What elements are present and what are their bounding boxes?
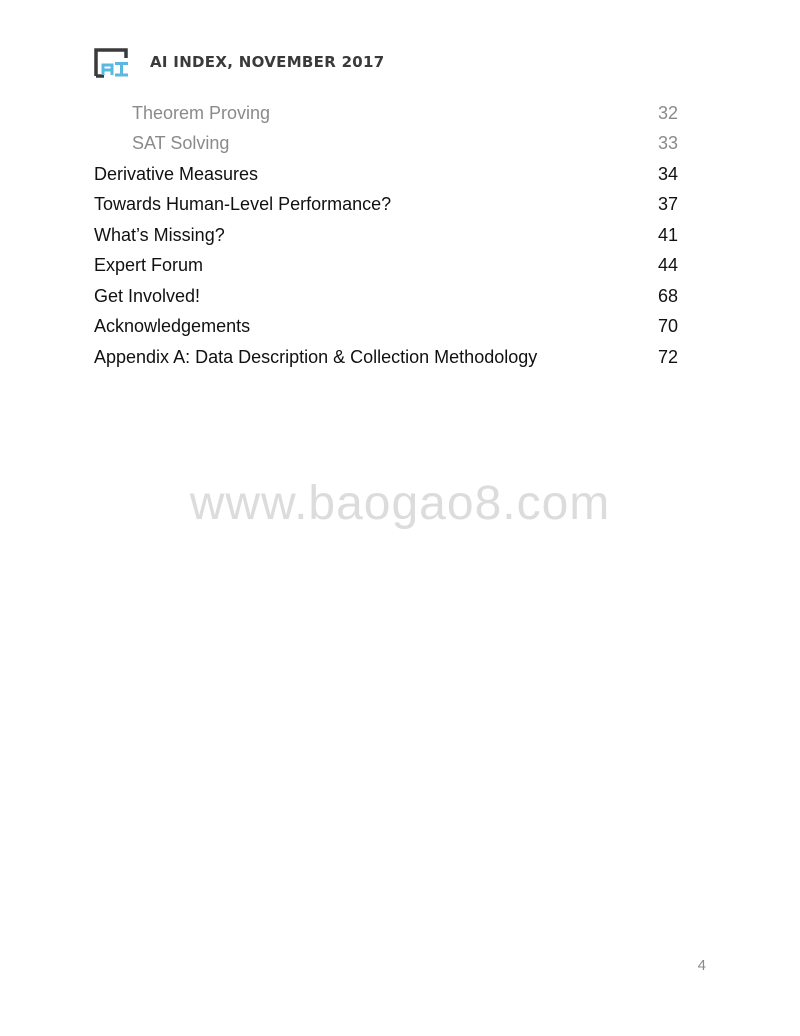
toc-entry-title: What’s Missing?	[94, 224, 225, 245]
toc-entry-page: 37	[657, 194, 678, 215]
toc-entry-title: Acknowledgements	[94, 316, 251, 337]
toc-entry[interactable]	[94, 190, 678, 221]
toc-entry[interactable]	[94, 159, 678, 190]
watermark: www.baogao8.com	[189, 477, 611, 530]
toc-entry-page: 41	[657, 224, 678, 245]
toc-entry-title: Appendix A: Data Description & Collection Methodology	[94, 346, 538, 367]
toc-entry-title: Get Involved!	[94, 285, 201, 306]
page-header	[94, 46, 385, 78]
toc-entry-page: 32	[657, 102, 678, 123]
toc-entry[interactable]	[94, 220, 678, 251]
document-title: AI INDEX, NOVEMBER 2017	[150, 53, 385, 71]
toc-entry-title: Theorem Proving	[132, 102, 271, 123]
ai-index-logo-icon	[94, 46, 130, 78]
toc-entry[interactable]	[94, 342, 678, 373]
toc-entry-page: 44	[657, 255, 678, 276]
table-of-contents	[94, 98, 678, 373]
toc-entry[interactable]	[94, 129, 678, 160]
page-number: 4	[697, 957, 706, 974]
toc-entry-page: 70	[657, 316, 678, 337]
toc-entry-page: 68	[657, 285, 678, 306]
toc-entry-title: Towards Human-Level Performance?	[94, 194, 392, 215]
toc-entry-page: 72	[657, 346, 678, 367]
toc-entry-title: Expert Forum	[94, 255, 204, 276]
toc-entry[interactable]	[94, 312, 678, 343]
toc-entry-title: Derivative Measures	[94, 163, 259, 184]
toc-entry[interactable]	[94, 251, 678, 282]
toc-entry-title: SAT Solving	[132, 133, 230, 154]
toc-entry-page: 34	[657, 163, 678, 184]
toc-entry-page: 33	[657, 133, 678, 154]
toc-entry[interactable]	[94, 98, 678, 129]
toc-entry[interactable]	[94, 281, 678, 312]
